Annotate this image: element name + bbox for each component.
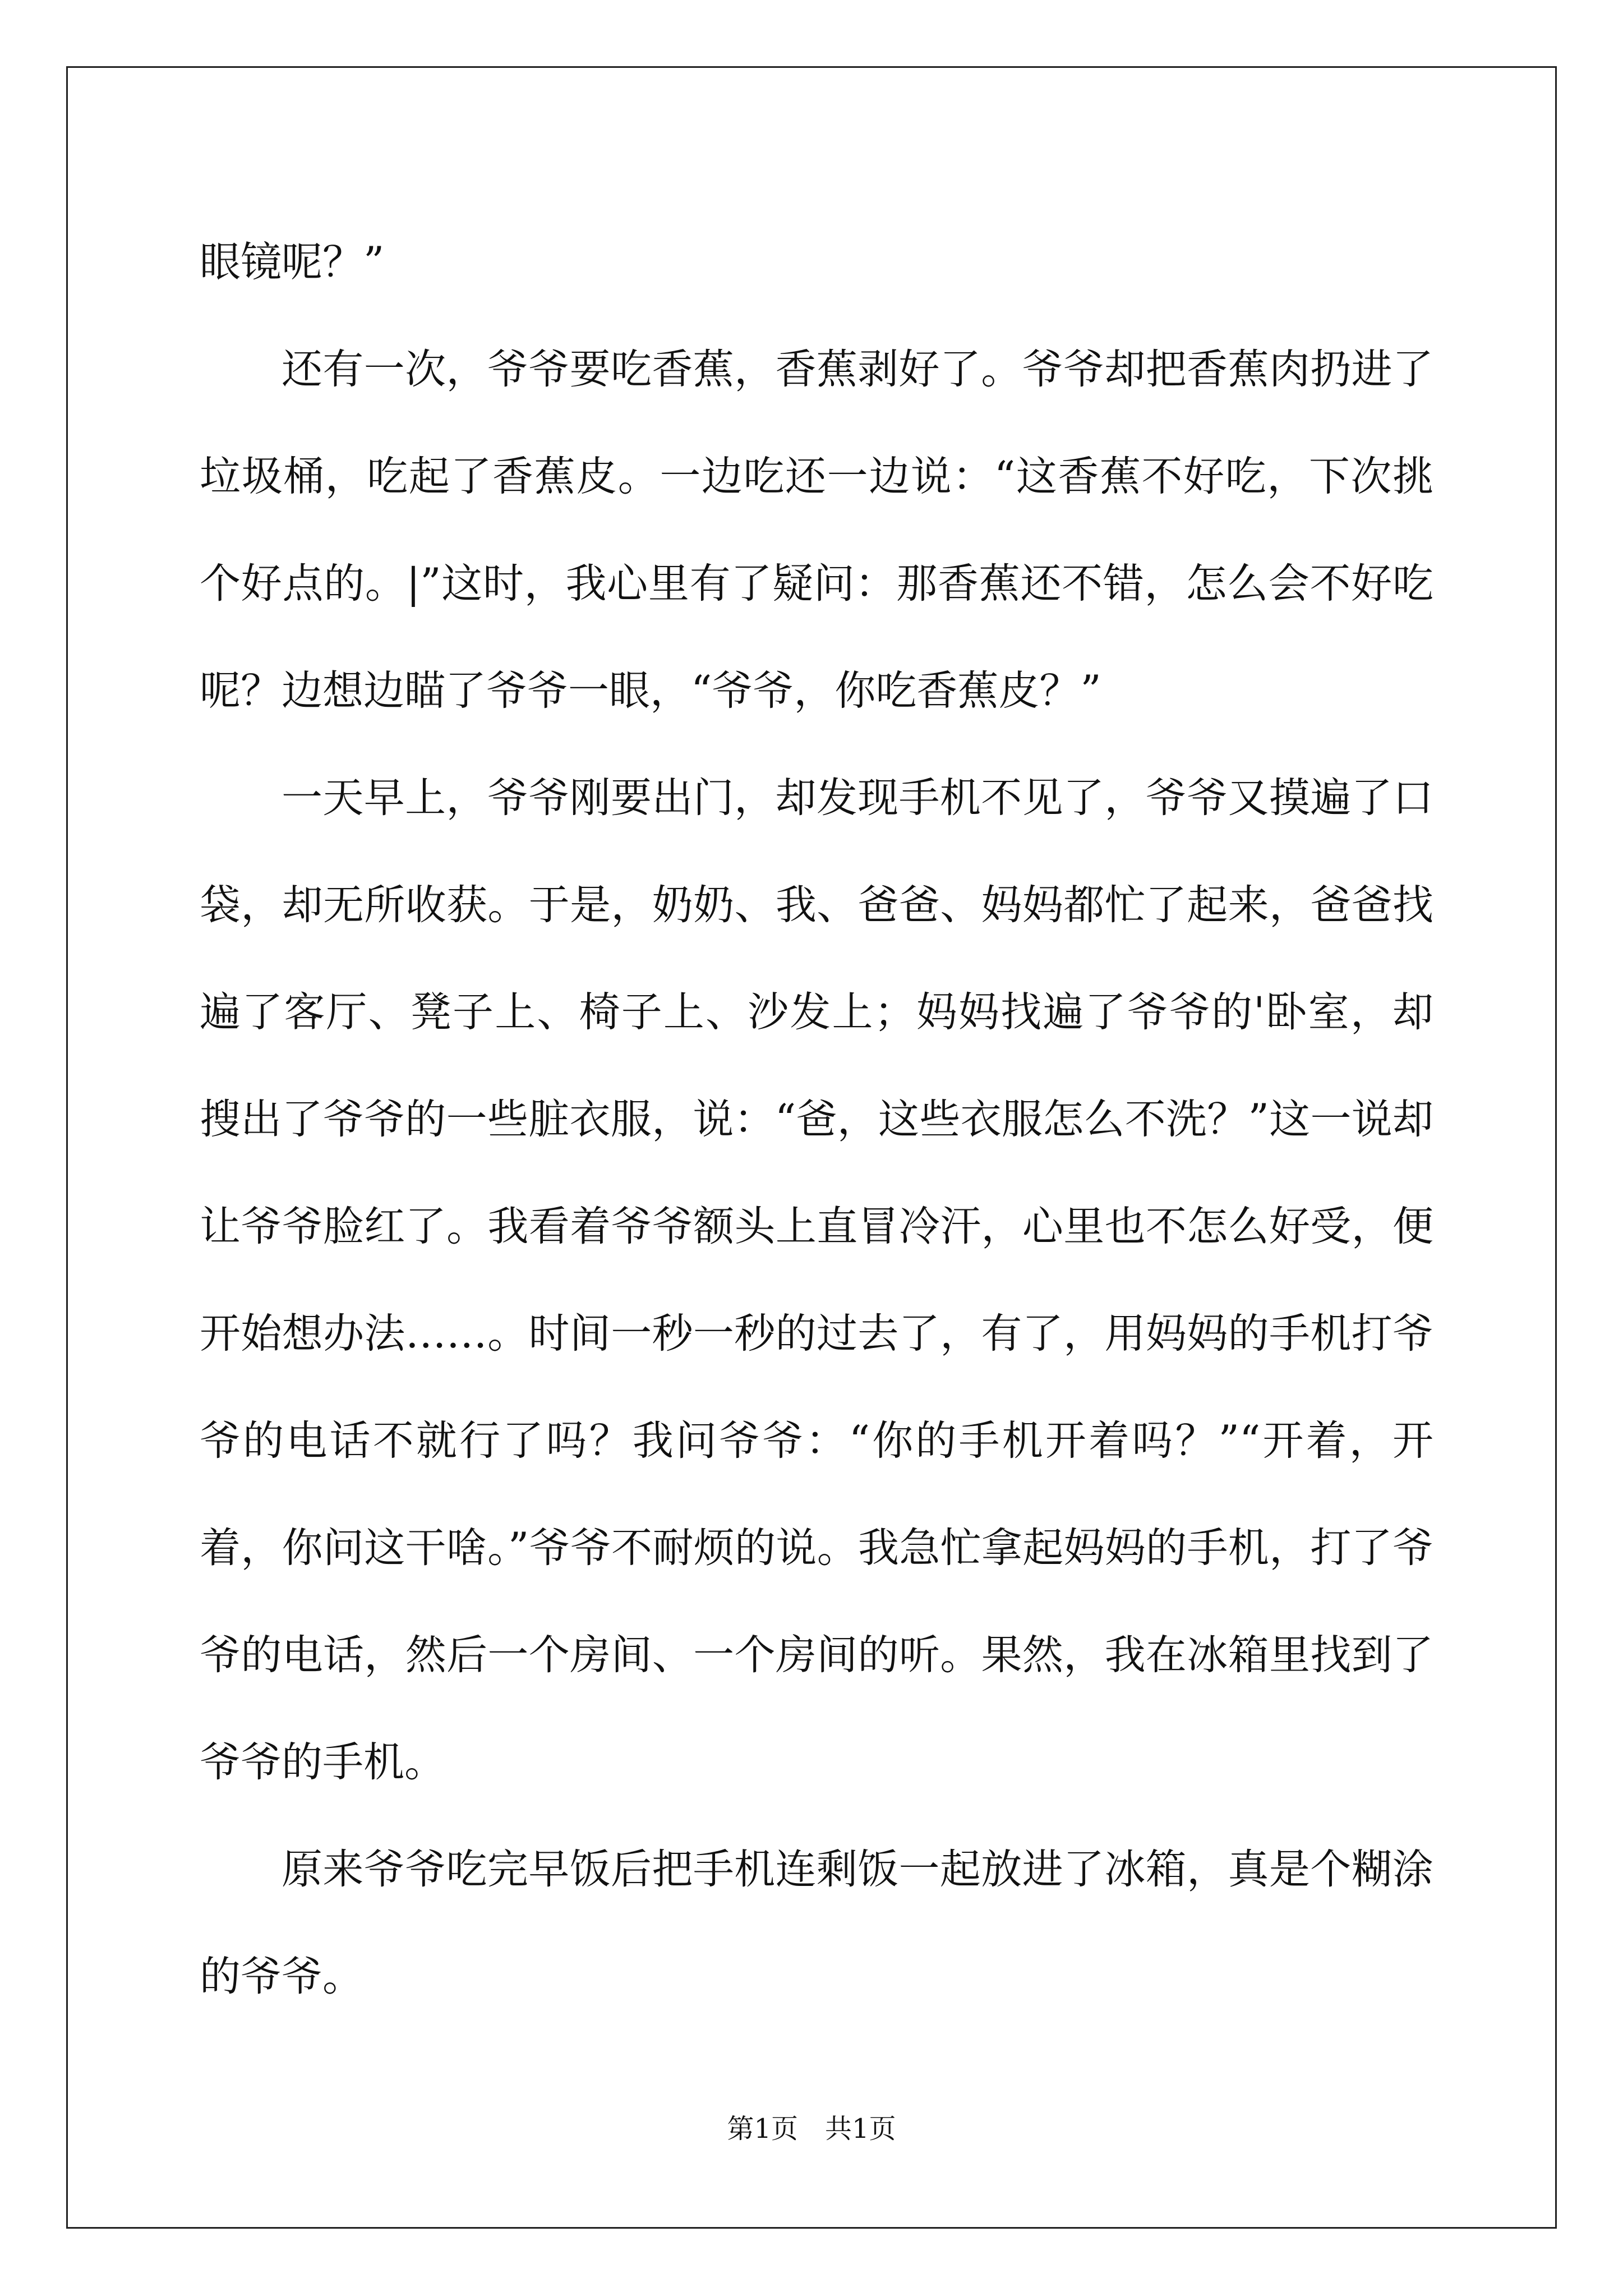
paragraph: 还有一次，爷爷要吃香蕉，香蕉剥好了。爷爷却把香蕉肉扔进了垃圾桶，吃起了香蕉皮。一边吃还一边说：“这香蕉不好吃，下次挑个好点的。|”这时，我心里有了疑问：那香蕉还不错，怎么会不好吃呢？边想边瞄了爷爷一眼，“爷爷，你吃香蕉皮？”	[200, 346, 1433, 715]
page-number: 第1页	[727, 2113, 798, 2145]
page-total: 共1页	[825, 2113, 896, 2145]
paragraph: 原来爷爷吃完早饭后把手机连剩饭一起放进了冰箱，真是个糊涂的爷爷。	[200, 1846, 1433, 2000]
paragraph: 眼镜呢？”	[200, 238, 385, 286]
paragraph: 一天早上，爷爷刚要出门，却发现手机不见了，爷爷又摸遍了口袋，却无所收获。于是，奶奶、我、爸爸、妈妈都忙了起来，爸爸找遍了客厅、凳子上、椅子上、沙发上；妈妈找遍了爷爷的'卧室，却搜出了爷爷的一些脏衣服，说：“爸，这些衣服怎么不洗？”这一说却让爷爷脸红了。我看着爷爷额头上直冒冷汗，心里也不怎么好受，便开始想办法……。时间一秒一秒的过去了，有了，用妈妈的手机打爷爷的电话不就行了吗？我问爷爷：“你的手机开着吗？”“开着，开着，你问这干啥。”爷爷不耐烦的说。我急忙拿起妈妈的手机，打了爷爷的电话，然后一个房间、一个房间的听。果然，我在冰箱里找到了爷爷的手机。	[200, 774, 1433, 1786]
document-body	[200, 209, 1433, 2030]
page-footer	[0, 2112, 1623, 2146]
